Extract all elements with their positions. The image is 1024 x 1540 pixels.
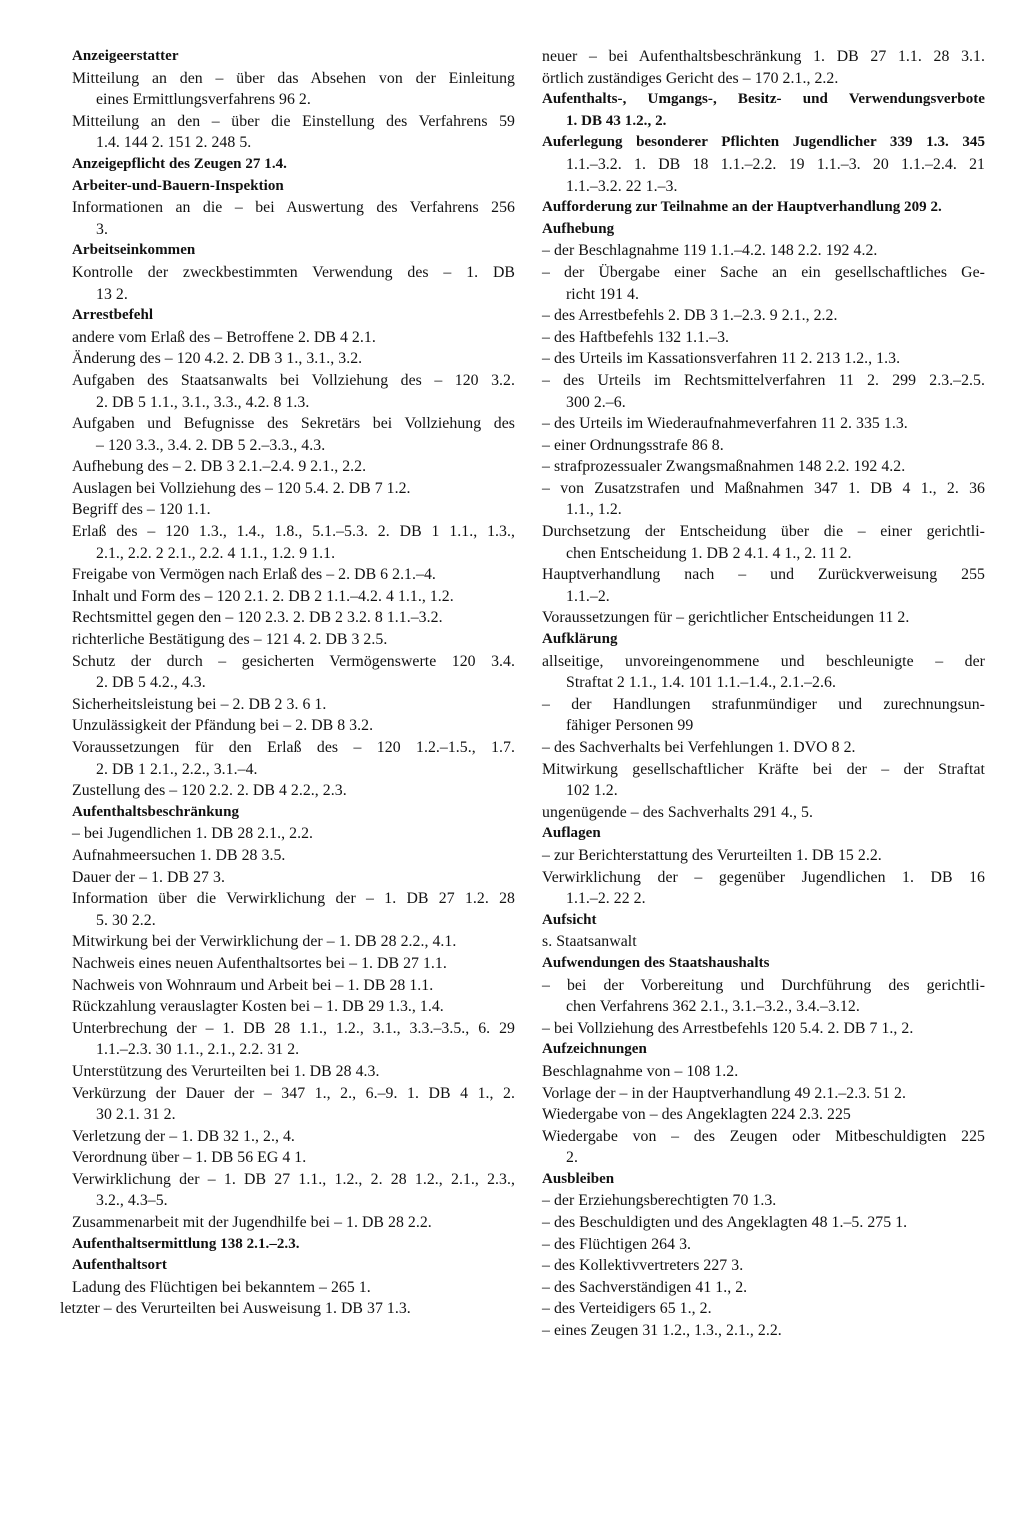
index-headword: Aufenthalts-, Umgangs-, Besitz- und Verwendungsverbote — [542, 91, 985, 108]
index-entry-line: ungenügende – des Sachverhalts 291 4., 5. — [542, 803, 813, 821]
index-entry-line: Erlaß des – 120 1.3., 1.4., 1.8., 5.1.–5.3. 2. DB 1 1.1., 1.3., — [72, 523, 515, 541]
index-entry-line: 1.1.–2.3. 30 1.1., 2.1., 2.2. 31 2. — [96, 1041, 300, 1059]
index-entry-line: Zusammenarbeit mit der Jugendhilfe bei – 1. DB 28 2.2. — [72, 1214, 432, 1232]
index-entry-line: – zur Berichterstattung des Verurteilten 1. DB 15 2.2. — [542, 846, 882, 864]
index-entry-line: – des Sachverständigen 41 1., 2. — [542, 1278, 748, 1296]
index-entry-line: Kontrolle der zweckbestimmten Verwendung des – 1. DB — [72, 263, 515, 281]
index-entry-line: Verordnung über – 1. DB 56 EG 4 1. — [72, 1149, 307, 1167]
index-entry-line: Begriff des – 120 1.1. — [72, 501, 211, 519]
index-entry-line: Zustellung des – 120 2.2. 2. DB 4 2.2., 2.3. — [72, 782, 347, 800]
index-entry-line: – der Übergabe einer Sache an ein gesellschaftliches Ge- — [542, 263, 985, 281]
index-headword: Auferlegung besonderer Pflichten Jugendlicher 339 1.3. 345 — [542, 134, 985, 151]
index-entry-line: s. Staatsanwalt — [542, 933, 637, 951]
index-entry-line: Sicherheitsleistung bei – 2. DB 2 3. 6 1. — [72, 695, 327, 713]
index-entry-line: 2. DB 5 4.2., 4.3. — [96, 674, 206, 692]
index-headword: 1. DB 43 1.2., 2. — [566, 112, 667, 129]
index-entry-line: Voraussetzungen für den Erlaß des – 120 1.2.–1.5., 1.7. — [72, 739, 515, 756]
index-entry-line: 102 1.2. — [566, 782, 618, 800]
index-entry-line: Schutz der durch – gesicherten Vermögenswerte 120 3.4. — [72, 652, 515, 670]
index-entry-line: Verwirklichung der – gegenüber Jugendlichen 1. DB 16 — [542, 868, 985, 886]
index-entry-line: Beschlagnahme von – 108 1.2. — [542, 1062, 739, 1080]
index-entry-line: Auslagen bei Vollziehung des – 120 5.4. 2. DB 7 1.2. — [72, 479, 411, 497]
index-entry-line: 13 2. — [96, 285, 128, 303]
index-entry-line: Information über die Verwirklichung der – 1. DB 27 1.2. 28 — [72, 890, 515, 908]
index-entry-line: Mitteilung an den – über das Absehen von der Einleitung — [72, 69, 515, 87]
index-entry-line: 3.2., 4.3–5. — [96, 1192, 168, 1210]
index-entry-line: Aufgaben und Befugnisse des Sekretärs bei Vollziehung des — [72, 415, 515, 433]
index-entry-line: – des Haftbefehls 132 1.1.–3. — [542, 328, 730, 346]
index-entry-line: Dauer der – 1. DB 27 3. — [72, 868, 225, 886]
index-entry-line: chen Entscheidung 1. DB 2 4.1. 4 1., 2. 11 2. — [566, 544, 852, 562]
index-entry-line: – der Erziehungsberechtigten 70 1.3. — [542, 1192, 777, 1210]
index-entry-line: – des Verteidigers 65 1., 2. — [542, 1300, 712, 1318]
index-headword: Aufsicht — [542, 911, 597, 928]
index-entry-line: 1.1.–2. 22 2. — [566, 890, 646, 908]
index-headword: Aufklärung — [542, 631, 618, 648]
index-entry-line: 300 2.–6. — [566, 393, 626, 411]
index-entry-line: Änderung des – 120 4.2. 2. DB 3 1., 3.1., 3.2. — [72, 350, 363, 368]
index-entry-line: – 120 3.3., 3.4. 2. DB 5 2.–3.3., 4.3. — [96, 436, 326, 454]
index-entry-line: fähiger Personen 99 — [566, 717, 694, 735]
index-entry-line: Aufnahmeersuchen 1. DB 28 3.5. — [72, 846, 286, 864]
index-entry-line: – des Beschuldigten und des Angeklagten 48 1.–5. 275 1. — [542, 1214, 908, 1232]
index-entry-line: andere vom Erlaß des – Betroffene 2. DB 4 2.1. — [72, 328, 376, 346]
index-entry-line: Rechtsmittel gegen den – 120 2.3. 2. DB 2 3.2. 8 1.1.–3.2. — [72, 609, 443, 627]
index-headword: Aufenthaltsbeschränkung — [72, 803, 240, 820]
index-entry-line: 2.1., 2.2. 2 2.1., 2.2. 4 1.1., 1.2. 9 1.1. — [96, 544, 336, 562]
index-entry-line: Nachweis eines neuen Aufenthaltsortes bei – 1. DB 27 1.1. — [72, 954, 447, 972]
index-headword: Aufenthaltsort — [72, 1257, 167, 1274]
index-entry-line: Unzulässigkeit der Pfändung bei – 2. DB 8 3.2. — [72, 717, 374, 735]
index-entry-line: 1.1., 1.2. — [566, 501, 622, 519]
left-column — [60, 46, 515, 1320]
index-entry-line: – bei der Vorbereitung und Durchführung des gerichtli- — [542, 976, 985, 994]
index-entry-line: 5. 30 2.2. — [96, 911, 156, 929]
index-headword: Auflagen — [542, 825, 601, 842]
index-entry-line: richt 191 4. — [566, 285, 639, 303]
index-entry-line: Unterbrechung der – 1. DB 28 1.1., 1.2., 3.1., 3.3.–3.5., 6. 29 — [72, 1019, 515, 1037]
index-entry-line: – des Flüchtigen 264 3. — [542, 1235, 692, 1253]
index-entry-line: – der Beschlagnahme 119 1.1.–4.2. 148 2.2. 192 4.2. — [542, 242, 878, 260]
index-entry-line: 1.1.–3.2. 22 1.–3. — [566, 177, 678, 195]
index-entry-line: 3. — [96, 220, 108, 238]
index-entry-line: Informationen an die – bei Auswertung des Verfahrens 256 — [72, 199, 515, 217]
index-entry-line: – strafprozessualer Zwangsmaßnahmen 148 2.2. 192 4.2. — [542, 458, 906, 476]
index-entry-line: 2. DB 5 1.1., 3.1., 3.3., 4.2. 8 1.3. — [96, 393, 310, 411]
index-entry-line: Nachweis von Wohnraum und Arbeit bei – 1. DB 28 1.1. — [72, 976, 434, 994]
index-entry-line: – eines Zeugen 31 1.2., 1.3., 2.1., 2.2. — [542, 1322, 782, 1340]
index-entry-line: – von Zusatzstrafen und Maßnahmen 347 1. DB 4 1., 2. 36 — [542, 479, 985, 497]
index-entry-line: örtlich zuständiges Gericht des – 170 2.1., 2.2. — [542, 69, 839, 87]
index-entry-line: Inhalt und Form des – 120 2.1. 2. DB 2 1.1.–4.2. 4 1.1., 1.2. — [72, 587, 454, 605]
index-headword: Anzeigeerstatter — [72, 48, 179, 64]
index-entry-line: chen Verfahrens 362 2.1., 3.1.–3.2., 3.4.–3.12. — [566, 998, 860, 1016]
index-entry-line: 1.1.–2. — [566, 587, 610, 605]
index-entry-line: – einer Ordnungsstrafe 86 8. — [542, 436, 724, 454]
index-headword: Anzeigepflicht des Zeugen 27 1.4. — [72, 155, 287, 172]
index-entry-line: – des Sachverhalts bei Verfehlungen 1. DVO 8 2. — [542, 739, 856, 756]
index-entry-line: 2. — [566, 1149, 578, 1167]
index-entry-line: eines Ermittlungsverfahrens 96 2. — [96, 91, 311, 109]
index-entry-line: – bei Vollziehung des Arrestbefehls 120 5.4. 2. DB 7 1., 2. — [542, 1019, 914, 1037]
index-entry-line: – des Urteils im Wiederaufnahmeverfahren 11 2. 335 1.3. — [542, 415, 908, 433]
index-entry-line: neuer – bei Aufenthaltsbeschränkung 1. DB 27 1.1. 28 3.1. — [542, 48, 985, 65]
index-entry-line: 30 2.1. 31 2. — [96, 1106, 176, 1124]
index-headword: Arbeiter-und-Bauern-Inspektion — [72, 177, 284, 194]
index-entry-line: Unterstützung des Verurteilten bei 1. DB 28 4.3. — [72, 1062, 380, 1080]
index-headword: Aufhebung — [542, 220, 615, 237]
index-entry-line: 1.4. 144 2. 151 2. 248 5. — [96, 134, 252, 152]
index-entry-line: Wiedergabe von – des Zeugen oder Mitbeschuldigten 225 — [542, 1127, 985, 1145]
index-entry-line: Freigabe von Vermögen nach Erlaß des – 2. DB 6 2.1.–4. — [72, 566, 436, 584]
index-headword: Aufwendungen des Staatshaushalts — [542, 954, 770, 971]
right-column — [530, 46, 985, 1342]
index-entry-line: Mitteilung an den – über die Einstellung des Verfahrens 59 — [72, 112, 515, 130]
index-entry-line: Hauptverhandlung nach – und Zurückverweisung 255 — [542, 566, 985, 584]
index-headword: Arrestbefehl — [72, 307, 154, 324]
index-entry-line: Voraussetzungen für – gerichtlicher Entscheidungen 11 2. — [542, 609, 910, 627]
index-entry-line: 2. DB 1 2.1., 2.2., 3.1.–4. — [96, 760, 258, 778]
index-entry-line: allseitige, unvoreingenommene und beschleunigte – der — [542, 652, 985, 670]
index-entry-line: Mitwirkung gesellschaftlicher Kräfte bei der – der Straftat — [542, 760, 985, 778]
index-headword: Aufenthaltsermittlung 138 2.1.–2.3. — [72, 1235, 300, 1252]
index-headword: Aufforderung zur Teilnahme an der Hauptverhandlung 209 2. — [542, 199, 942, 216]
index-entry-line: 1.1.–3.2. 1. DB 18 1.1.–2.2. 19 1.1.–3. 20 1.1.–2.4. 21 — [566, 155, 985, 173]
index-entry-line: Mitwirkung bei der Verwirklichung der – 1. DB 28 2.2., 4.1. — [72, 933, 457, 951]
index-entry-line: Aufgaben des Staatsanwalts bei Vollziehung des – 120 3.2. — [72, 371, 515, 389]
index-entry-line: Ladung des Flüchtigen bei bekanntem – 265 1. — [72, 1278, 371, 1296]
index-headword: Arbeitseinkommen — [72, 242, 196, 259]
index-entry-line: – der Handlungen strafunmündiger und zurechnungsun- — [542, 695, 985, 713]
index-entry-line: Aufhebung des – 2. DB 3 2.1.–2.4. 9 2.1., 2.2. — [72, 458, 367, 476]
index-entry-line: – des Urteils im Kassationsverfahren 11 2. 213 1.2., 1.3. — [542, 350, 901, 368]
index-entry-line: Durchsetzung der Entscheidung über die – einer gerichtli- — [542, 523, 985, 541]
index-entry-line: – des Urteils im Rechtsmittelverfahren 11 2. 299 2.3.–2.5. — [542, 371, 985, 389]
index-entry-line: richterliche Bestätigung des – 121 4. 2. DB 3 2.5. — [72, 631, 388, 649]
index-entry-line: – des Arrestbefehls 2. DB 3 1.–2.3. 9 2.1., 2.2. — [542, 307, 838, 325]
index-entry-line: Vorlage der – in der Hauptverhandlung 49 2.1.–2.3. 51 2. — [542, 1084, 907, 1102]
index-entry-line: Wiedergabe von – des Angeklagten 224 2.3. 225 — [542, 1106, 851, 1124]
index-entry-line: Rückzahlung verauslagter Kosten bei – 1. DB 29 1.3., 1.4. — [72, 998, 444, 1016]
index-entry-line: – des Kollektivvertreters 227 3. — [542, 1257, 744, 1275]
index-entry-line: Verletzung der – 1. DB 32 1., 2., 4. — [72, 1127, 295, 1145]
index-entry-line: Verwirklichung der – 1. DB 27 1.1., 1.2., 2. 28 1.2., 2.1., 2.3., — [72, 1170, 515, 1188]
index-entry-line: letzter – des Verurteilten bei Ausweisung 1. DB 37 1.3. — [60, 1300, 411, 1318]
index-entry-line: Verkürzung der Dauer der – 347 1., 2., 6.–9. 1. DB 4 1., 2. — [72, 1084, 515, 1102]
index-headword: Aufzeichnungen — [542, 1041, 647, 1058]
index-entry-line: – bei Jugendlichen 1. DB 28 2.1., 2.2. — [72, 825, 314, 843]
index-headword: Ausbleiben — [542, 1170, 615, 1187]
index-entry-line: Straftat 2 1.1., 1.4. 101 1.1.–1.4., 2.1.–2.6. — [566, 674, 836, 692]
